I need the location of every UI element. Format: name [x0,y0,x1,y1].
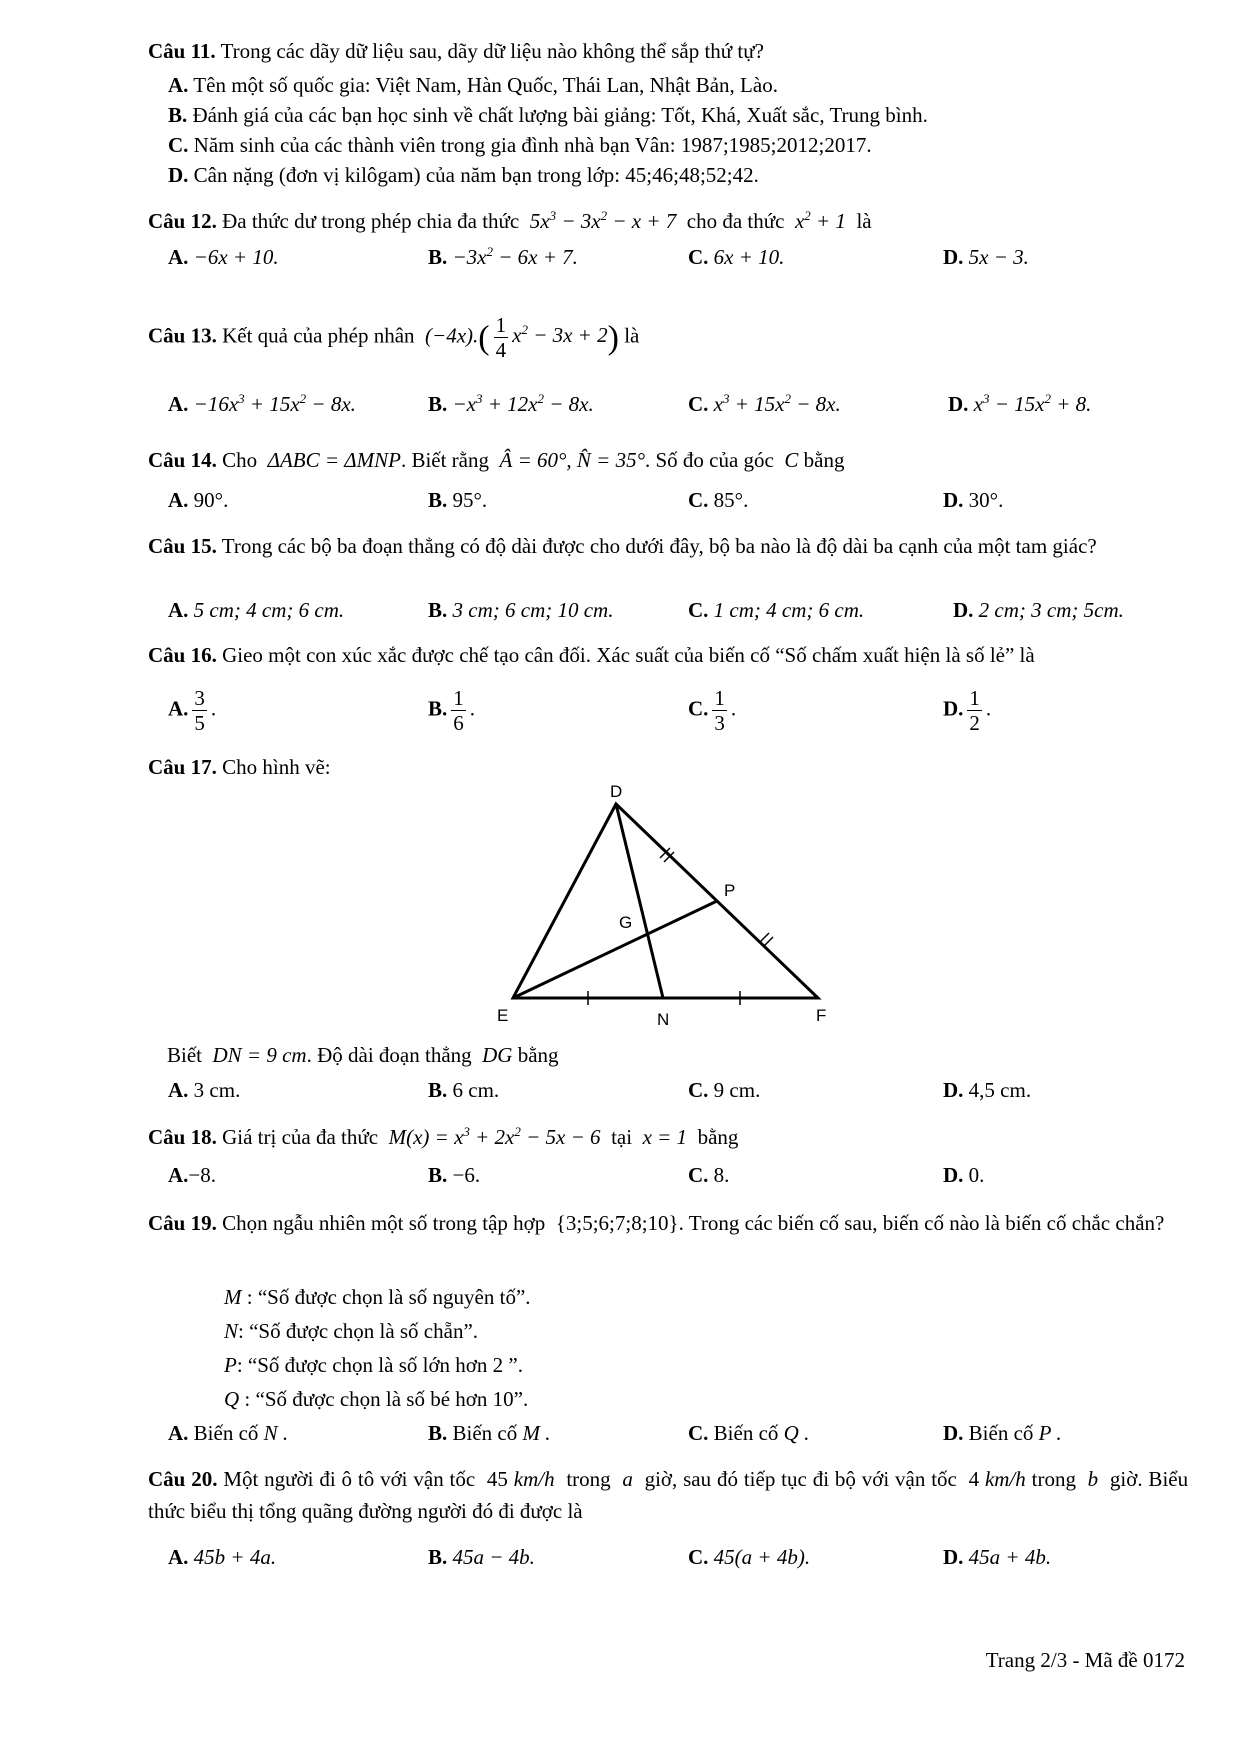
q20-options [148,1542,1188,1576]
q19-option-b: B. Biến cố M . [428,1421,551,1445]
q16-option-a: A. $\frac{3}{5}$ . [168,686,217,735]
q17-options [148,1075,1188,1109]
median-ep [513,901,717,998]
q15-option-d: D. 2 cm; 3 cm; 5cm. [953,598,1124,622]
question-13: Câu 13. Kết quả của phép nhân (−4x).( $\frac{1}{4}$ $x^2 - 3x + 2$) là [148,313,640,362]
q13-option-a: A. $-16x^3 + 15x^2 - 8x$. [168,391,356,416]
q18-option-a: A.−8. [168,1163,217,1187]
label-p: P [724,881,736,900]
page-footer: Trang 2/3 - Mã đề 0172 [985,1648,1185,1672]
q20-option-c: C. 45(a + 4b). [688,1545,811,1569]
q19-option-d: D. Biến cố P . [943,1421,1062,1445]
q15-option-b: B. 3 cm; 6 cm; 10 cm. [428,598,614,622]
q14-option-a: A. 90°. [168,488,229,512]
q16-option-c: C. $\frac{1}{3}$ . [688,686,737,735]
q16-option-b: B. $\frac{1}{6}$ . [428,686,476,735]
triangle-def [513,804,818,998]
question-20: Câu 20. Một người đi ô tô với vận tốc 45 km/h trong a giờ, sau đó tiếp tục đi bộ với vận tốc 4 km/h trong b giờ. Biểu thức biểu thị tổng quãng đường người đó đi được là [148,1467,1189,1523]
q14-option-b: B. 95°. [428,488,488,512]
q17-option-b: B. 6 cm. [428,1078,500,1102]
q13-option-c: C. $x^3 + 15x^2 - 8x$. [688,391,841,416]
q17-option-a: A. 3 cm. [168,1078,241,1102]
question-15: Câu 15. Trong các bộ ba đoạn thẳng có độ dài được cho dưới đây, bộ ba nào là độ dài ba cạnh của một tam giác? [148,534,1097,558]
q15-option-c: C. 1 cm; 4 cm; 6 cm. [688,598,865,622]
question-14: Câu 14. Cho ΔABC = ΔMNP. Biết rằng Â = 60°, N̂ = 35°. Số đo của góc C bằng [148,448,845,472]
q12-option-d: D. 5x − 3. [943,245,1029,269]
question-12: Câu 12. Đa thức dư trong phép chia đa thức $5x^3 - 3x^2 - x + 7$ cho đa thức $x^2 + 1$ là [148,208,872,233]
q19-event-p: P: “Số được chọn là số lớn hơn 2 ”. [224,1353,523,1377]
question-16: Câu 16. Gieo một con xúc xắc được chế tạo cân đối. Xác suất của biến cố “Số chấm xuất hiện là số lẻ” là [148,643,1035,667]
q19-event-m: M : “Số được chọn là số nguyên tố”. [224,1285,531,1309]
q11-option-a: A. Tên một số quốc gia: Việt Nam, Hàn Quốc, Thái Lan, Nhật Bản, Lào. [168,73,778,97]
q13-options [148,389,1188,423]
q11-option-d: D. Cân nặng (đơn vị kilôgam) của năm bạn trong lớp: 45;46;48;52;42. [168,163,759,187]
q12-options [148,242,1188,276]
q16-options [148,686,1188,748]
question-19: Câu 19. Chọn ngẫu nhiên một số trong tập hợp {3;5;6;7;8;10}. Trong các biến cố sau, biến cố nào là biến cố chắc chắn? [148,1211,1165,1235]
question-text: Trong các dãy dữ liệu sau, dãy dữ liệu nào không thể sắp thứ tự? [220,39,764,63]
label-g: G [619,913,633,932]
q14-option-d: D. 30°. [943,488,1004,512]
question-11 [148,36,1188,66]
q15-options [148,595,1188,629]
q11-option-c: C. Năm sinh của các thành viên trong gia đình nhà bạn Vân: 1987;1985;2012;2017. [168,133,872,157]
label-d: D [610,782,623,801]
q17-given: Biết DN = 9 cm. Độ dài đoạn thẳng DG bằng [167,1043,559,1067]
median-dn [616,804,663,998]
q13-option-d: D. $x^3 - 15x^2 + 8$. [948,391,1092,416]
q19-event-n: N: “Số được chọn là số chẵn”. [224,1319,479,1343]
q18-option-b: B. −6. [428,1163,481,1187]
label-f: F [816,1006,827,1025]
q12-option-c: C. 6x + 10. [688,245,785,269]
q14-options [148,485,1188,519]
q18-option-c: C. 8. [688,1163,730,1187]
q16-option-d: D. $\frac{1}{2}$ . [943,686,992,735]
q14-option-c: C. 85°. [688,488,749,512]
q20-option-a: A. 45b + 4a. [168,1545,277,1569]
q12-option-a: A. −6x + 10. [168,245,279,269]
question-17: Câu 17. Cho hình vẽ: [148,755,331,779]
q13-option-b: B. $-x^3 + 12x^2 - 8x$. [428,391,594,416]
q19-option-c: C. Biến cố Q . [688,1421,810,1445]
q17-option-d: D. 4,5 cm. [943,1078,1032,1102]
q12-option-b: B. $-3x^2 - 6x + 7$. [428,244,578,269]
question-label: Câu 11. [148,39,216,63]
q15-option-a: A. 5 cm; 4 cm; 6 cm. [168,598,345,622]
question-18: Câu 18. Giá trị của đa thức $M(x) = x^3 + 2x^2 - 5x - 6$ tại x = 1 bằng [148,1124,739,1149]
q20-option-b: B. 45a − 4b. [428,1545,535,1569]
q19-event-q: Q : “Số được chọn là số bé hơn 10”. [224,1387,529,1411]
q11-option-b: B. Đánh giá của các bạn học sinh về chất lượng bài giảng: Tốt, Khá, Xuất sắc, Trung bình. [168,103,928,127]
q19-option-a: A. Biến cố N . [168,1421,289,1445]
label-e: E [497,1006,509,1025]
q17-option-c: C. 9 cm. [688,1078,761,1102]
label-n: N [657,1010,670,1029]
q18-options [148,1160,1188,1194]
q19-options [148,1418,1188,1452]
triangle-figure [490,780,850,1030]
q20-option-d: D. 45a + 4b. [943,1545,1052,1569]
q18-option-d: D. 0. [943,1163,985,1187]
